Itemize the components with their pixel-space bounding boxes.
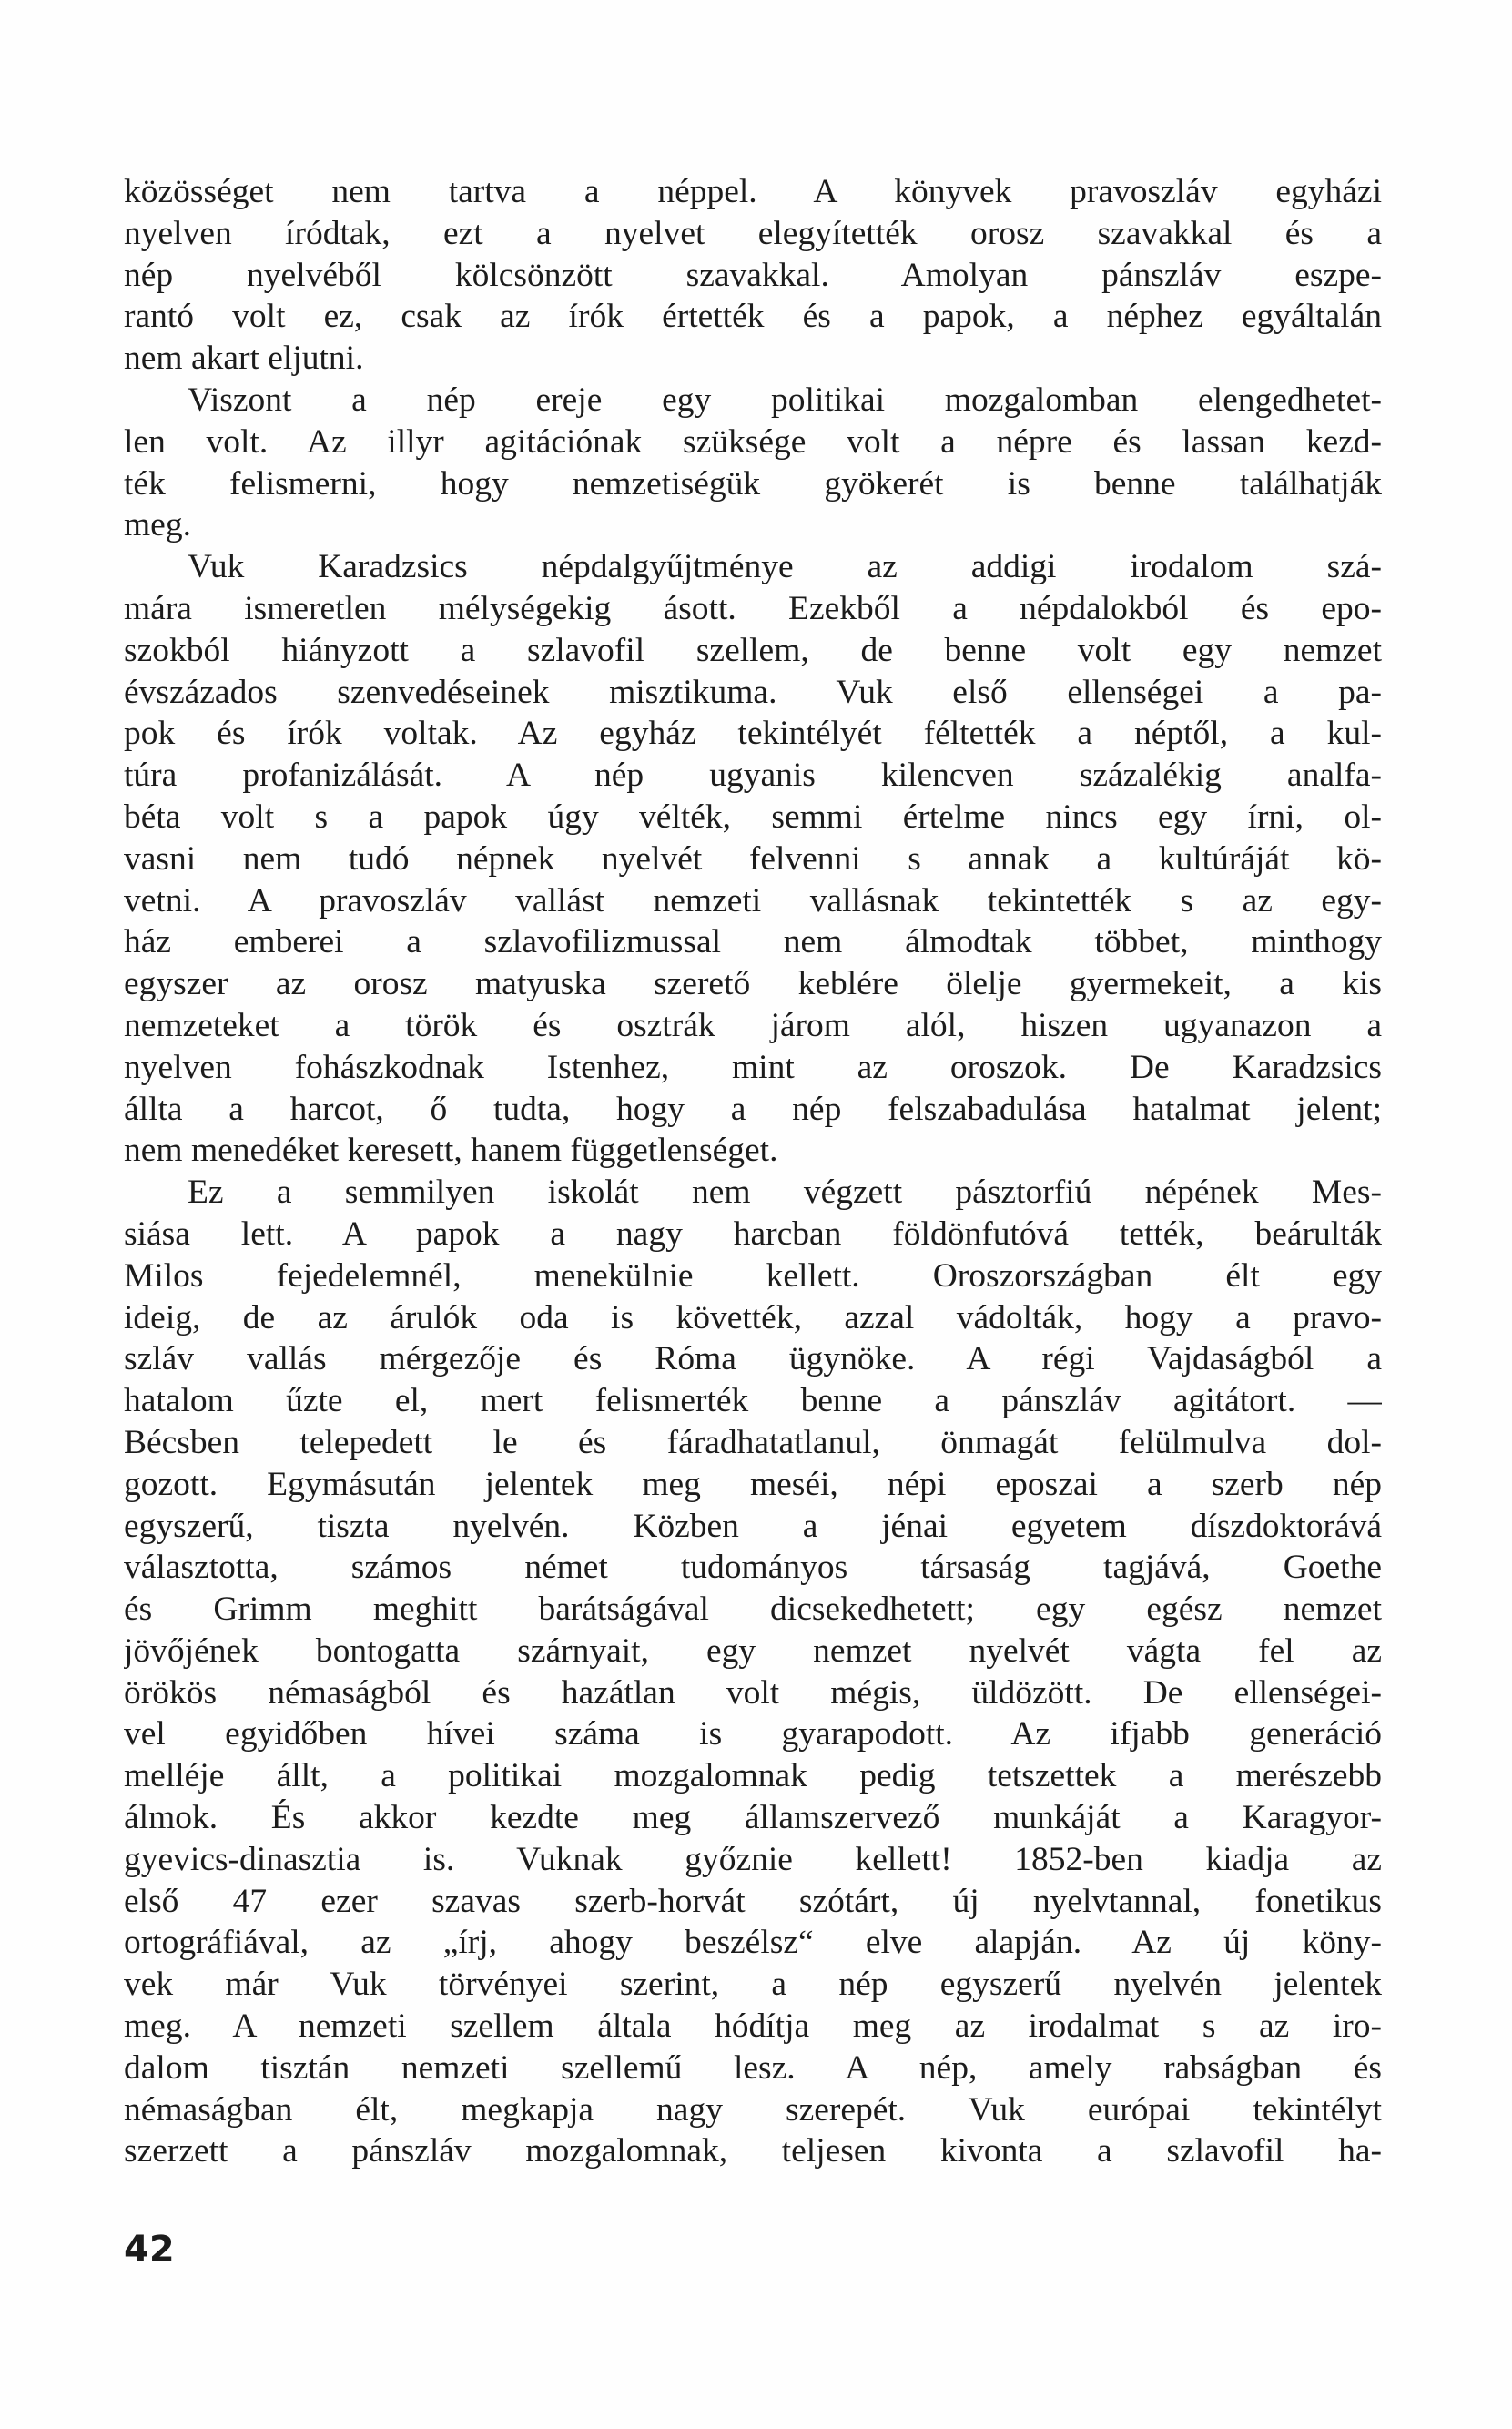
text-line-34: választotta, számos német tudományos társaság tagjává, Goethe: [124, 1549, 1382, 1587]
text-line-26: siása lett. A papok a nagy harcban földönfutóvá tették, beárulták: [124, 1214, 1382, 1253]
text-line-18: vetni. A pravoszláv vallást nemzeti vallásnak tekintették s az egy-: [124, 881, 1382, 920]
text-line-46: dalom tisztán nemzeti szellemű lesz. A nép, amely rabságban és: [124, 2048, 1382, 2087]
text-line-24: nem menedéket keresett, hanem függetlenséget.: [124, 1132, 778, 1170]
text-line-21: nemzeteket a török és osztrák járom alól, hiszen ugyanazon a: [124, 1006, 1382, 1044]
text-line-37: örökös némaságból és hazátlan volt mégis, üldözött. De ellenségei-: [124, 1673, 1382, 1712]
text-line-28: ideig, de az árulók oda is követték, azzal vádolták, hogy a pravo-: [124, 1298, 1382, 1336]
text-line-6: Viszont a nép ereje egy politikai mozgalomban elengedhetet-: [188, 381, 1382, 419]
text-line-23: állta a harcot, ő tudta, hogy a nép felszabadulása hatalmat jelent;: [124, 1090, 1382, 1128]
text-line-9: meg.: [124, 506, 191, 544]
text-line-14: pok és írók voltak. Az egyház tekintélyét féltették a néptől, a kul-: [124, 715, 1382, 753]
text-line-36: jövőjének bontogatta szárnyait, egy nemzet nyelvét vágta fel az: [124, 1631, 1382, 1670]
text-line-30: hatalom űzte el, mert felismerték benne a pánszláv agitátort. —: [124, 1382, 1382, 1420]
text-line-20: egyszer az orosz matyuska szerető keblére ölelje gyermekeit, a kis: [124, 965, 1382, 1003]
text-line-40: álmok. És akkor kezdte meg államszervező munkáját a Karagyor-: [124, 1799, 1382, 1837]
text-line-39: melléje állt, a politikai mozgalomnak pedig tetszettek a merészebb: [124, 1757, 1382, 1795]
text-line-48: szerzett a pánszláv mozgalomnak, teljesen kivonta a szlavofil ha-: [124, 2132, 1382, 2170]
text-line-8: ték felismerni, hogy nemzetiségük gyökerét is benne találhatják: [124, 464, 1382, 503]
text-line-4: rantó volt ez, csak az írók értették és a papok, a néphez egyáltalán: [124, 298, 1382, 336]
text-line-12: szokból hiányzott a szlavofil szellem, de benne volt egy nemzet: [124, 631, 1382, 669]
text-line-31: Bécsben telepedett le és fáradhatatlanul, önmagát felülmulva dol-: [124, 1423, 1382, 1461]
text-line-2: nyelven íródtak, ezt a nyelvet elegyítették orosz szavakkal és a: [124, 214, 1382, 252]
text-line-16: béta volt s a papok úgy vélték, semmi értelme nincs egy írni, ol-: [124, 798, 1382, 836]
text-line-13: évszázados szenvedéseinek misztikuma. Vuk első ellenségei a pa-: [124, 673, 1382, 711]
text-line-5: nem akart eljutni.: [124, 340, 364, 378]
text-line-7: len volt. Az illyr agitációnak szüksége volt a népre és lassan kezd-: [124, 422, 1382, 461]
text-line-45: meg. A nemzeti szellem általa hódítja meg az irodalmat s az iro-: [124, 2007, 1382, 2046]
text-line-15: túra profanizálását. A nép ugyanis kilencven százalékig analfa-: [124, 757, 1382, 795]
text-line-27: Milos fejedelemnél, menekülnie kellett. Oroszországban élt egy: [124, 1256, 1382, 1295]
text-line-41: gyevics-dinasztia is. Vuknak győznie kellett! 1852-ben kiadja az: [124, 1840, 1382, 1878]
text-line-42: első 47 ezer szavas szerb-horvát szótárt, új nyelvtannal, fonetikus: [124, 1882, 1382, 1920]
text-line-33: egyszerű, tiszta nyelvén. Közben a jénai egyetem díszdoktorává: [124, 1507, 1382, 1545]
text-line-29: szláv vallás mérgezője és Róma ügynöke. A régi Vajdaságból a: [124, 1340, 1382, 1378]
text-line-25: Ez a semmilyen iskolát nem végzett pásztorfiú népének Mes-: [188, 1174, 1382, 1212]
text-line-44: vek már Vuk törvényei szerint, a nép egyszerű nyelvén jelentek: [124, 1966, 1382, 2004]
text-line-17: vasni nem tudó népnek nyelvét felvenni s annak a kultúráját kö-: [124, 839, 1382, 878]
body-text: [124, 171, 1382, 2172]
text-line-10: Vuk Karadzsics népdalgyűjtménye az addigi irodalom szá-: [188, 548, 1382, 586]
text-line-32: gozott. Egymásután jelentek meg meséi, népi eposzai a szerb nép: [124, 1465, 1382, 1503]
text-line-43: ortográfiával, az „írj, ahogy beszélsz“ elve alapján. Az új köny-: [124, 1924, 1382, 1962]
text-line-22: nyelven fohászkodnak Istenhez, mint az oroszok. De Karadzsics: [124, 1048, 1382, 1086]
page-number: 42: [124, 2229, 175, 2271]
text-line-35: és Grimm meghitt barátságával dicsekedhetett; egy egész nemzet: [124, 1591, 1382, 1629]
text-line-3: nép nyelvéből kölcsönzött szavakkal. Amolyan pánszláv eszpe-: [124, 256, 1382, 294]
text-line-1: közösséget nem tartva a néppel. A könyvek pravoszláv egyházi: [124, 173, 1382, 210]
text-line-47: némaságban élt, megkapja nagy szerepét. Vuk európai tekintélyt: [124, 2090, 1382, 2129]
text-line-11: mára ismeretlen mélységekig ásott. Ezekből a népdalokból és epo-: [124, 589, 1382, 627]
text-line-19: ház emberei a szlavofilizmussal nem álmodtak többet, minthogy: [124, 923, 1382, 961]
text-line-38: vel egyidőben hívei száma is gyarapodott. Az ifjabb generáció: [124, 1715, 1382, 1753]
